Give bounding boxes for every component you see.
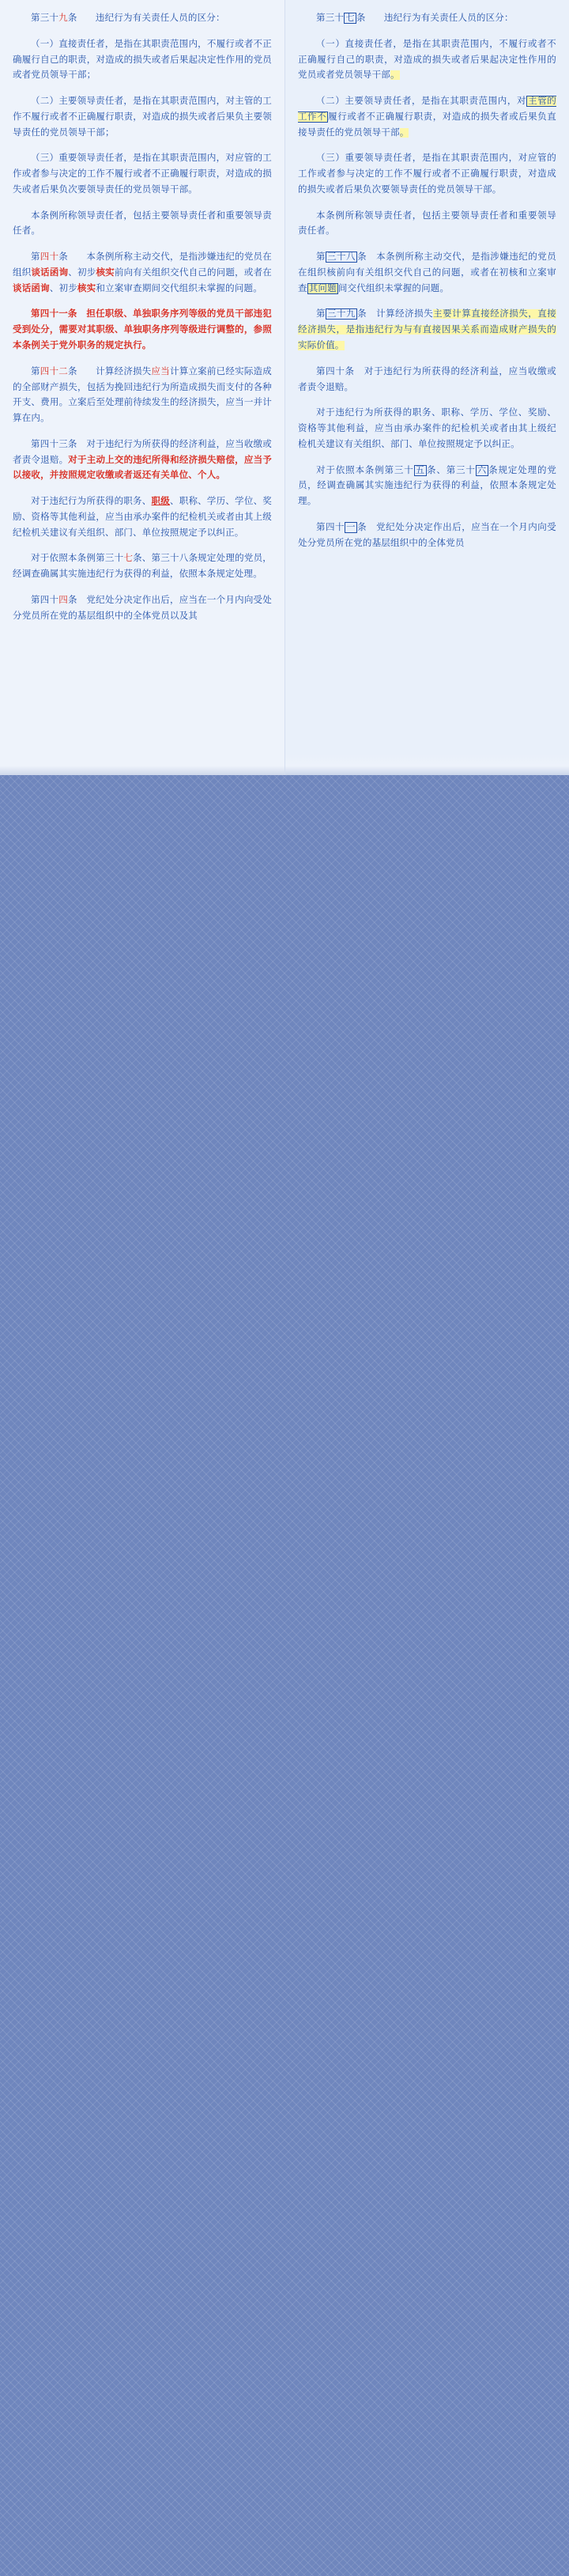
article-37-item-2: （二）主要领导责任者，是指在其职责范围内，对 主管的工作不 履行或者不正确履行职责，对造成的损失者或后果负直接导责任的党员领导干部。	[298, 96, 556, 138]
article-40-right-body: 第四十条 对于违纪行为所获得的经济利益，应当收缴或者责令退赔。	[298, 366, 556, 392]
document-column-right[interactable]	[284, 0, 569, 775]
article-39-heading: 第三十九条 违纪行为有关责任人员的区分：	[31, 13, 225, 23]
article-40-body: 第四十条 本条例所称主动交代，是指涉嫌违纪的党员在组织谈话函询、初步核实前向有关组织交代自己的问题，或者在谈话函询、初步核实和立案审查期间交代组织未掌握的问题。	[13, 252, 272, 293]
article-43-paragraph-3: 对于依照本条例第三十七条、第三十八条规定处理的党员，经调查确属其实施违纪行为获得的利益，依照本条规定处理。	[13, 554, 273, 580]
article-43-paragraph-2: 对于违纪行为所获得的职务、职级、职称、学历、学位、奖励、资格等其他利益，应当由承办案件的纪检机关或者由其上级纪检机关建议有关组织、部门、单位按照规定予以纠正。	[13, 497, 272, 538]
article-39-item-2: （二）主要领导责任者，是指在其职责范围内，对主管的工作不履行或者不正确履行职责，对造成的损失或者后果负主要领导责任的党员领导干部；	[13, 96, 272, 138]
article-37-item-3: （三）重要领导责任者，是指在其职责范围内，对应管的工作或者参与决定的工作不履行或者不正确履行职责，对造成的损失或者后果负次要领导责任的党员领导干部。	[298, 153, 556, 195]
document-column-left[interactable]	[0, 0, 284, 775]
article-39-right-body: 第 三十九 条 计算经济损失主要计算直接经济损失，直接经济损失，是指违纪行为与有直接因果关系而造成财产损失的实际价值。	[298, 309, 556, 351]
article-39-item-3: （三）重要领导责任者，是指在其职责范围内，对应管的工作或者参与决定的工作不履行或者不正确履行职责，对造成的损失或者后果负次要领导责任的党员领导干部。	[13, 153, 272, 195]
article-41-right-body: 第四十 一 条 党纪处分决定作出后，应当在一个月内向受处分党员所在党的基层组织中的全体党员	[298, 522, 556, 548]
article-40-right-paragraph-2: 对于违纪行为所获得的职务、职称、学历、学位、奖励、资格等其他利益，应当由承办案件的纪检机关或者由其上级纪检机关建议有关组织、部门、单位按照规定予以纠正。	[298, 408, 556, 449]
article-44-body: 第四十四条 党纪处分决定作出后，应当在一个月内向受处分党员所在党的基层组织中的全体党员以及其	[13, 595, 272, 621]
page-cutoff-fade-left	[0, 755, 284, 775]
article-39-item-1: （一）直接责任者，是指在其职责范围内，不履行或者不正确履行自己的职责，对造成的损失或者后果起决定性作用的党员或者党员领导干部；	[13, 39, 272, 81]
article-38-body: 第 三十八 条 本条例所称主动交代，是指涉嫌违纪的党员在组织核前向有关组织交代自己的问题，或者在初核和立案审查 其问题 间交代组织未掌握的问题。	[298, 252, 556, 293]
document-comparison-view	[0, 0, 569, 775]
article-43-body: 第四十三条 对于违纪行为所获得的经济利益，应当收缴或者责令退赔。对于主动上交的违纪所得和经济损失赔偿，应当予以接收，并按照规定收缴或者返还有关单位、个人。	[13, 439, 272, 481]
article-41-body: 第四十一条 担任职级、单独职务序列等级的党员干部违犯受到处分，需要对其职级、单独职务序列等级进行调整的，参照本条例关于党外职务的规定执行。	[13, 309, 272, 351]
page-cutoff-fade-right	[285, 755, 569, 775]
article-37-closing: 本条例所称领导责任者，包括主要领导责任者和重要领导责任者。	[298, 210, 556, 236]
article-40-right-paragraph-3: 对于依照本条例第三十 五 条、第三十 六 条规定处理的党员，经调查确属其实施违纪行为获得的利益，依照本条规定处理。	[298, 465, 557, 507]
article-37-item-1: （一）直接责任者，是指在其职责范围内，不履行或者不正确履行自己的职责，对造成的损失或者后果起决定性作用的党员或者党员领导干部。	[298, 39, 556, 81]
article-39-closing: 本条例所称领导责任者，包括主要领导责任者和重要领导责任者。	[13, 210, 272, 236]
article-37-heading: 第三十 七 条 违纪行为有关责任人员的区分：	[316, 13, 514, 23]
article-42-body: 第四十二条 计算经济损失应当计算立案前已经实际造成的全部财产损失，包括为挽回违纪行为所造成损失而支付的各种开支、费用。立案后至处理前待续发生的经济损失，应当一并计算在内。	[13, 366, 272, 424]
